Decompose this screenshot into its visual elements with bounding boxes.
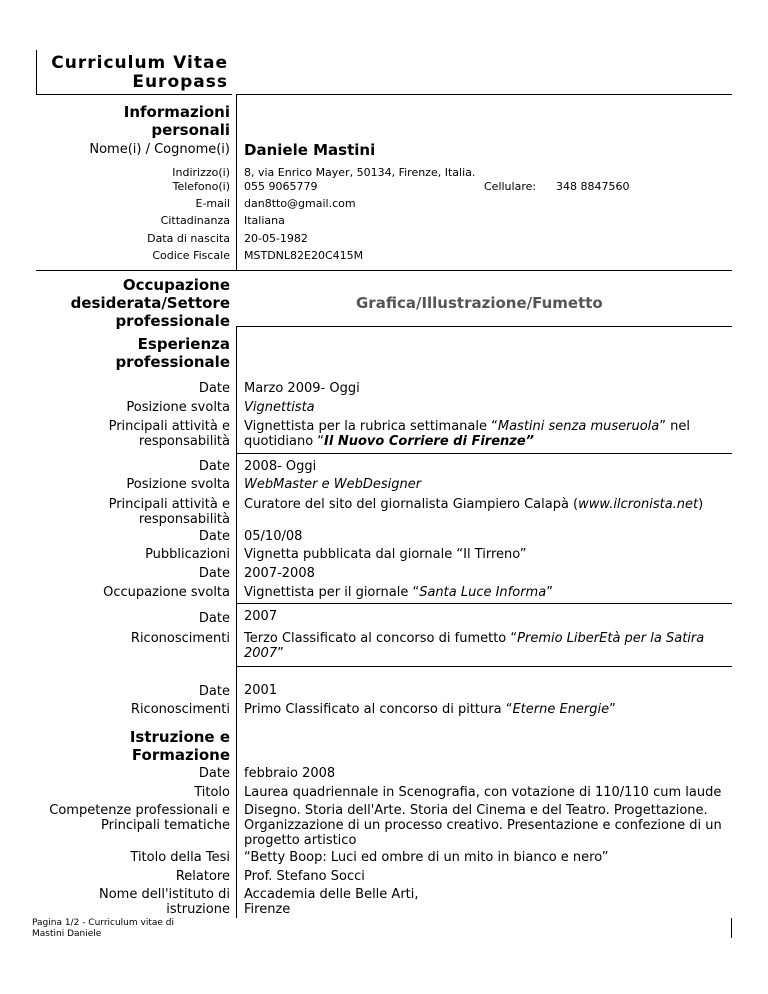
edu-skills — [244, 803, 744, 848]
exp1-bottom-rule — [236, 453, 732, 454]
exp4-occ-label: Occupazione svolta — [103, 585, 230, 600]
exp4-date: 2007-2008 — [244, 566, 315, 581]
column-separator-top — [236, 94, 237, 270]
exp6-rec-contest: Eterne Energie — [512, 702, 610, 717]
citizenship-label: Cittadinanza — [160, 214, 230, 227]
header-rule-right — [236, 94, 732, 95]
exp5-rec-label: Riconoscimenti — [130, 631, 230, 646]
section-experience-line2: professionale — [115, 353, 230, 371]
exp5-rec-prize: Premio LiberEtà per la Satira — [517, 631, 705, 646]
exp1-act-c: ” nel — [659, 419, 690, 434]
mobile-value: 348 8847560 — [556, 180, 630, 193]
exp2-act-a: Curatore del sito del giornalista Giampiero Calapà ( — [244, 497, 579, 512]
edu-supervisor-label: Relatore — [175, 869, 230, 884]
exp5-rec-year: 2007 — [244, 646, 278, 661]
exp2-date-label: Date — [198, 459, 230, 474]
edu-date: febbraio 2008 — [244, 766, 336, 781]
exp2-act-c: ) — [698, 497, 704, 512]
footer-right-rule — [731, 918, 732, 938]
exp6-date: 2001 — [244, 683, 278, 698]
exp1-position-label: Posizione svolta — [126, 400, 230, 415]
edu-institute — [244, 887, 744, 917]
exp1-activities-label-line2: responsabilità — [138, 434, 230, 449]
name-label: Nome(i) / Cognome(i) — [89, 142, 230, 157]
exp5-rec — [244, 631, 744, 661]
exp2-act-website: www.ilcronista.net — [578, 497, 699, 512]
exp5-rec-d: ” — [277, 646, 284, 661]
edu-supervisor: Prof. Stefano Socci — [244, 869, 365, 884]
exp2-date: 2008- Oggi — [244, 459, 317, 474]
cv-title — [20, 54, 228, 92]
exp2-activities-label — [20, 497, 230, 527]
edu-institute-label-line1: Nome dell'istituto di — [99, 887, 230, 902]
exp3-pub: Vignetta pubblicata dal giornale “Il Tirreno” — [244, 547, 527, 562]
section-personal-line2: personali — [151, 121, 230, 139]
cv-title-line2: Europass — [132, 72, 228, 92]
header-left-rule — [36, 50, 37, 94]
edu-title-label: Titolo — [194, 785, 230, 800]
address-value: 8, via Enrico Mayer, 50134, Firenze, Italia. — [244, 166, 476, 179]
exp4-bottom-rule — [236, 603, 732, 604]
exp6-rec-a: Primo Classificato al concorso di pittura “ — [244, 702, 513, 717]
exp3-pub-label: Pubblicazioni — [145, 547, 230, 562]
full-name: Daniele Mastini — [244, 141, 376, 159]
tax-label: Codice Fiscale — [152, 249, 230, 262]
edu-thesis-label: Titolo della Tesi — [130, 850, 230, 865]
section-education-line1: Istruzione e — [129, 728, 230, 746]
phone-value: 055 9065779 — [244, 180, 318, 193]
exp5-bottom-rule — [236, 666, 732, 667]
exp2-activities-label-line1: Principali attività e — [108, 497, 230, 512]
section-desired — [20, 276, 230, 330]
header-bottom-rule — [36, 94, 232, 95]
edu-institute-label — [20, 887, 230, 917]
footer-line1: Pagina 1/2 - Curriculum vitae di — [32, 918, 174, 928]
exp1-activities-label — [20, 419, 230, 449]
exp4-occ — [244, 585, 744, 600]
edu-date-label: Date — [198, 766, 230, 781]
edu-skills-line3: progetto artistico — [244, 833, 357, 848]
edu-skills-line2: Organizzazione di un processo creativo. Presentazione e confezione di un — [244, 818, 722, 833]
footer-line2: Mastini Daniele — [32, 929, 102, 939]
section-desired-line2: desiderata/Settore — [70, 294, 230, 312]
mobile-label: Cellulare: — [484, 180, 537, 193]
exp6-rec — [244, 702, 744, 717]
exp1-activities — [244, 419, 744, 449]
exp6-rec-label: Riconoscimenti — [130, 702, 230, 717]
page-footer — [32, 918, 174, 940]
section-experience — [20, 335, 230, 371]
exp5-date: 2007 — [244, 609, 278, 624]
edu-title: Laurea quadriennale in Scenografia, con votazione di 110/110 cum laude — [244, 785, 722, 800]
desired-bottom-rule — [236, 326, 732, 327]
address-label: Indirizzo(i) — [172, 166, 230, 179]
exp4-date-label: Date — [198, 566, 230, 581]
edu-institute-label-line2: istruzione — [166, 902, 230, 917]
section-education-line2: Formazione — [131, 746, 230, 764]
exp2-position-label: Posizione svolta — [126, 477, 230, 492]
edu-skills-line1: Disegno. Storia dell'Arte. Storia del Cinema e del Teatro. Progettazione. — [244, 803, 708, 818]
exp4-occ-a: Vignettista per il giornale “ — [244, 585, 420, 600]
section-personal — [20, 103, 230, 139]
exp1-activities-label-line1: Principali attività e — [108, 419, 230, 434]
email-value: dan8tto@gmail.com — [244, 197, 356, 210]
birth-label: Data di nascita — [147, 232, 230, 245]
exp1-act-newspaper: Il Nuovo Corriere di Firenze” — [324, 434, 535, 449]
exp3-date: 05/10/08 — [244, 529, 303, 544]
exp1-date: Marzo 2009- Oggi — [244, 381, 360, 396]
section-personal-line1: Informazioni — [123, 103, 230, 121]
edu-skills-label-line2: Principali tematiche — [101, 818, 230, 833]
edu-thesis: “Betty Boop: Luci ed ombre di un mito in bianco e nero” — [244, 850, 609, 865]
desired-value: Grafica/Illustrazione/Fumetto — [356, 294, 603, 312]
edu-skills-label-line1: Competenze professionali e — [49, 803, 230, 818]
tax-value: MSTDNL82E20C415M — [244, 249, 364, 262]
exp4-occ-newspaper: Santa Luce Informa — [419, 585, 547, 600]
section-education — [20, 728, 230, 764]
edu-skills-label — [20, 803, 230, 833]
edu-institute-line2: Firenze — [244, 902, 291, 917]
edu-institute-line1: Accademia delle Belle Arti, — [244, 887, 419, 902]
exp3-date-label: Date — [198, 529, 230, 544]
exp1-date-label: Date — [198, 381, 230, 396]
exp5-date-label: Date — [198, 611, 230, 626]
birth-value: 20-05-1982 — [244, 232, 308, 245]
column-separator-bottom — [236, 326, 237, 918]
exp4-occ-c: ” — [546, 585, 553, 600]
exp1-act-column: Mastini senza museruola — [497, 419, 660, 434]
section-desired-line3: professionale — [115, 312, 230, 330]
exp1-act-d: quotidiano “ — [244, 434, 325, 449]
exp6-date-label: Date — [198, 684, 230, 699]
exp2-position: WebMaster e WebDesigner — [244, 477, 422, 492]
exp2-activities — [244, 497, 744, 512]
exp5-rec-a: Terzo Classificato al concorso di fumetto “ — [244, 631, 518, 646]
phone-label: Telefono(i) — [172, 180, 230, 193]
exp1-position: Vignettista — [244, 400, 315, 415]
section-experience-line1: Esperienza — [137, 335, 230, 353]
exp6-rec-c: ” — [609, 702, 616, 717]
personal-bottom-rule — [36, 270, 732, 271]
section-desired-line1: Occupazione — [122, 276, 230, 294]
email-label: E-mail — [195, 197, 230, 210]
cv-title-line1: Curriculum Vitae — [51, 53, 228, 73]
citizenship-value: Italiana — [244, 214, 285, 227]
exp2-activities-label-line2: responsabilità — [138, 512, 230, 527]
exp1-act-a: Vignettista per la rubrica settimanale “ — [244, 419, 498, 434]
